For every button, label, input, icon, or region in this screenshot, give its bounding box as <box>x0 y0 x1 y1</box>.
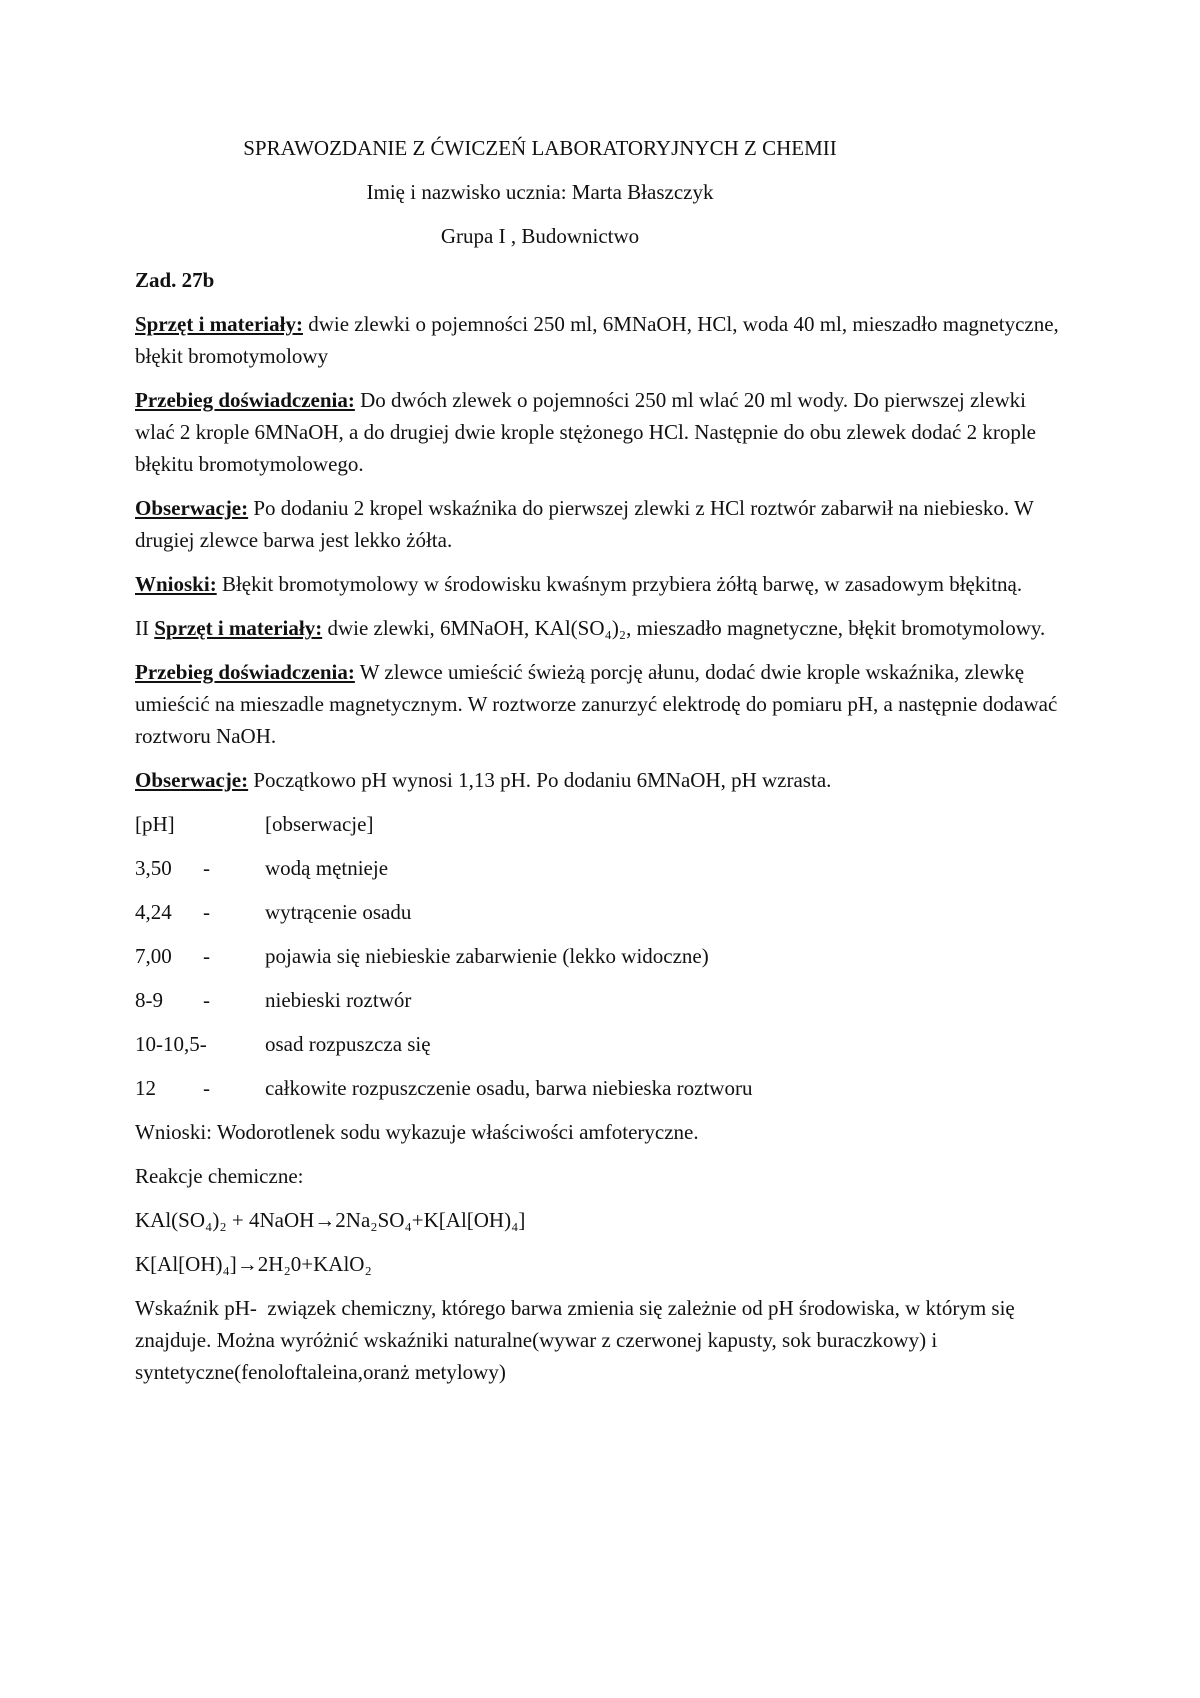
dash: - <box>203 900 210 924</box>
chemical-equation-1: KAl(SO₄)₂ + 4NaOH→2Na₂SO₄+K[Al[OH)₄] <box>135 1208 526 1232</box>
ph-table-row <box>135 984 1070 1016</box>
section-text: W zlewce umieścić świeżą porcję ałunu, dodać dwie krople wskaźnika, zlewkę umieścić na mieszadle magnetycznym. W roztworze zanurzyć elektrodę do pomiaru pH, a następnie dodawać roztworu NaOH. <box>135 660 1063 748</box>
observation-text: wytrącenie osadu <box>265 900 412 924</box>
ph-value: 12 <box>135 1076 156 1100</box>
observation-column-header: [obserwacje] <box>265 812 374 836</box>
section-heading: Przebieg doświadczenia: <box>135 660 355 684</box>
section-text: dwie zlewki, 6MNaOH, KAl(SO₄)₂, mieszadło magnetyczne, błękit bromotymolowy. <box>322 616 1046 640</box>
chemical-equation-2: K[Al[OH)₄]→2H₂0+KAlO₂ <box>135 1252 372 1276</box>
dash: - <box>203 856 210 880</box>
dash: - <box>203 944 210 968</box>
ph-indicator-note: Wskaźnik pH- związek chemiczny, którego barwa zmienia się zależnie od pH środowiska, w którym się znajduje. Można wyróżnić wskaźniki naturalne(wywar z czerwonej kapusty, sok buraczkowy) i syntetyczne(fenoloftaleina,oranż metylowy) <box>135 1296 1020 1384</box>
observation-text: niebieski roztwór <box>265 988 412 1012</box>
ph-table-row <box>135 852 1070 884</box>
section-heading: Przebieg doświadczenia: <box>135 388 355 412</box>
dash: - <box>203 988 210 1012</box>
ph-table-row <box>135 896 1070 928</box>
group-line: Grupa I , Budownictwo <box>440 224 640 248</box>
student-name-line: Imię i nazwisko ucznia: Marta Błaszczyk <box>366 180 714 204</box>
ph-value: 3,50 <box>135 856 172 880</box>
ph-value: 10-10,5- <box>135 1032 207 1056</box>
section-procedure-1 <box>135 384 1070 480</box>
dash-column <box>203 808 265 840</box>
section-heading: Obserwacje: <box>135 496 249 520</box>
section-heading: Wnioski: <box>135 572 217 596</box>
section-procedure-2 <box>135 656 1070 752</box>
section-text: Błękit bromotymolowy w środowisku kwaśnym przybiera żółtą barwę, w zasadowym błękitną. <box>216 572 1023 596</box>
section-text: dwie zlewki o pojemności 250 ml, 6MNaOH, HCl, woda 40 ml, mieszadło magnetyczne, błękit bromotymolowy <box>135 312 1065 368</box>
task-number: Zad. 27b <box>135 268 215 292</box>
section-heading: Obserwacje: <box>135 768 249 792</box>
ph-value: 7,00 <box>135 944 172 968</box>
section-text: Do dwóch zlewek o pojemności 250 ml wlać 20 ml wody. Do pierwszej zlewki wlać 2 krople 6MNaOH, a do drugiej dwie krople stężonego HCl. Następnie do obu zlewek dodać 2 krople błękitu bromotymolowego. <box>135 388 1042 476</box>
dash <box>203 1028 265 1060</box>
section-heading: Sprzęt i materiały: <box>154 616 323 640</box>
observation-text: pojawia się niebieskie zabarwienie (lekko widoczne) <box>265 944 709 968</box>
ph-column-header: [pH] <box>135 812 175 836</box>
observation-text: osad rozpuszcza się <box>265 1032 431 1056</box>
ph-table-row <box>135 940 1070 972</box>
section-prefix: II <box>135 616 155 640</box>
observation-text: wodą mętnieje <box>265 856 389 880</box>
reactions-heading: Reakcje chemiczne: <box>135 1164 304 1188</box>
section-heading: Sprzęt i materiały: <box>135 312 303 336</box>
ph-value: 4,24 <box>135 900 172 924</box>
section-text: Początkowo pH wynosi 1,13 pH. Po dodaniu 6MNaOH, pH wzrasta. <box>248 768 832 792</box>
report-title: SPRAWOZDANIE Z ĆWICZEŃ LABORATORYJNYCH Z CHEMII <box>243 136 837 160</box>
ph-table-row <box>135 1072 1070 1104</box>
section-equipment-1 <box>135 308 1070 372</box>
ph-table-row <box>135 1028 1070 1060</box>
dash: - <box>203 1076 210 1100</box>
final-conclusions: Wnioski: Wodorotlenek sodu wykazuje właściwości amfoteryczne. <box>135 1120 699 1144</box>
section-text: Po dodaniu 2 kropel wskaźnika do pierwszej zlewki z HCl roztwór zabarwił na niebiesko. W drugiej zlewce barwa jest lekko żółta. <box>135 496 1039 552</box>
ph-value: 8-9 <box>135 988 163 1012</box>
section-observations-2 <box>135 764 1070 796</box>
section-conclusions-1 <box>135 568 1070 600</box>
section-observations-1 <box>135 492 1070 556</box>
section-equipment-2 <box>135 612 1070 644</box>
observation-text: całkowite rozpuszczenie osadu, barwa niebieska roztworu <box>265 1076 753 1100</box>
ph-table-header <box>135 808 1070 840</box>
ph-observations-table <box>135 808 1070 1104</box>
